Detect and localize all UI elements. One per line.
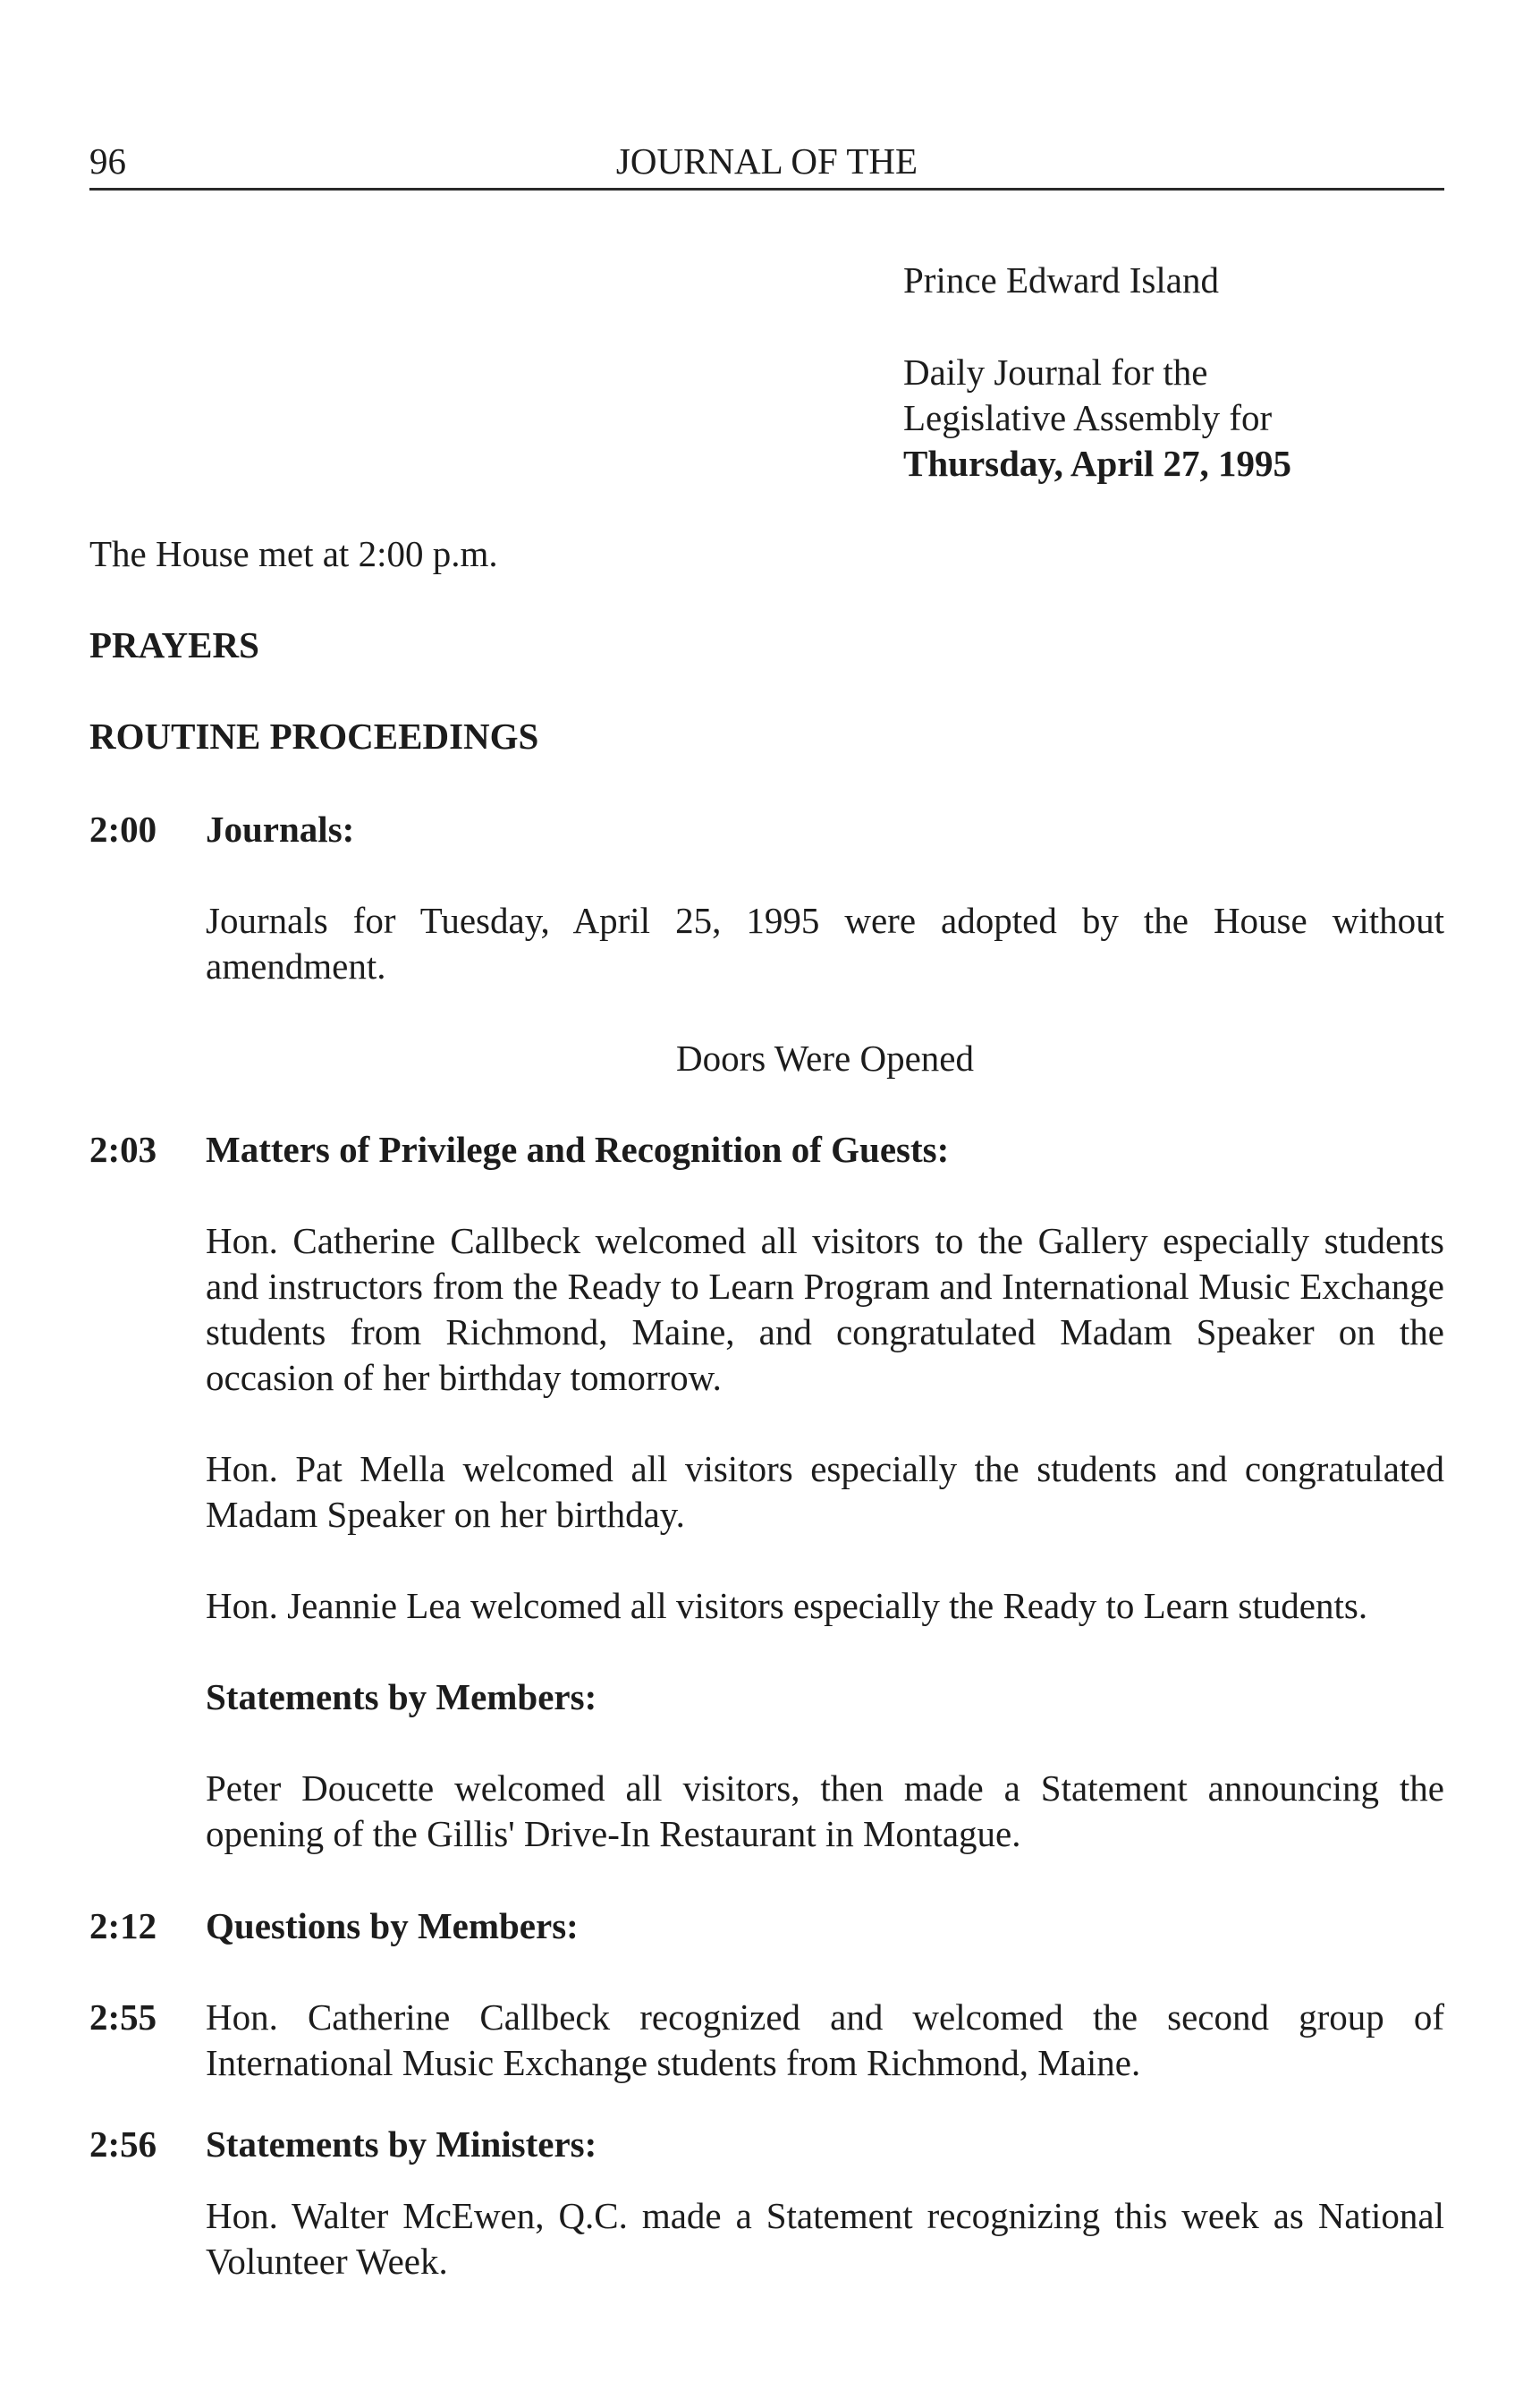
journals-text: Journals for Tuesday, April 25, 1995 were adopted by the House without amendment. bbox=[206, 900, 1444, 987]
questions-heading: Questions by Members: bbox=[206, 1905, 579, 1946]
privilege-paragraph-1: Hon. Catherine Callbeck welcomed all visitors to the Gallery especially students and instructors from the Ready to Learn Program and International Music Exchange students from Richmond, Maine, and congratulated Madam Speaker on the occasion of her birthday tomorrow. bbox=[206, 1220, 1444, 1398]
routine-proceedings-heading: ROUTINE PROCEEDINGS bbox=[89, 716, 539, 757]
time-questions: 2:12 bbox=[89, 1905, 157, 1946]
privilege-heading: Matters of Privilege and Recognition of Guests: bbox=[206, 1129, 950, 1170]
privilege-paragraph-3: Hon. Jeannie Lea welcomed all visitors especially the Ready to Learn students. bbox=[206, 1585, 1368, 1626]
privilege-paragraph-2: Hon. Pat Mella welcomed all visitors especially the students and congratulated Madam Speaker on her birthday. bbox=[206, 1448, 1444, 1535]
opening-statement: The House met at 2:00 p.m. bbox=[89, 533, 498, 574]
time-statements-ministers: 2:56 bbox=[89, 2123, 157, 2165]
prayers-heading: PRAYERS bbox=[89, 624, 259, 665]
statements-by-ministers-text: Hon. Walter McEwen, Q.C. made a Statement recognizing this week as National Volunteer Week. bbox=[206, 2195, 1444, 2282]
journals-heading: Journals: bbox=[206, 809, 355, 850]
journal-header bbox=[903, 258, 1440, 487]
province-name: Prince Edward Island bbox=[903, 259, 1219, 301]
recognition-text: Hon. Catherine Callbeck recognized and welcomed the second group of International Music Exchange students from Richmond, Maine. bbox=[206, 1996, 1444, 2083]
header-line-1: Daily Journal for the bbox=[903, 352, 1208, 393]
statements-by-ministers-heading: Statements by Ministers: bbox=[206, 2123, 597, 2165]
doors-opened-note: Doors Were Opened bbox=[676, 1038, 974, 1079]
time-journals: 2:00 bbox=[89, 809, 157, 850]
time-recognition: 2:55 bbox=[89, 1996, 157, 2038]
statements-by-members-text: Peter Doucette welcomed all visitors, then made a Statement announcing the opening of the Gillis' Drive-In Restaurant in Montague. bbox=[206, 1767, 1444, 1854]
page-number: 96 bbox=[89, 140, 126, 182]
statements-by-members-heading: Statements by Members: bbox=[206, 1676, 597, 1717]
running-head-title: JOURNAL OF THE bbox=[615, 140, 918, 182]
journal-date: Thursday, April 27, 1995 bbox=[903, 443, 1292, 484]
running-head bbox=[89, 141, 1444, 191]
header-line-2: Legislative Assembly for bbox=[903, 397, 1273, 438]
time-privilege: 2:03 bbox=[89, 1129, 157, 1170]
